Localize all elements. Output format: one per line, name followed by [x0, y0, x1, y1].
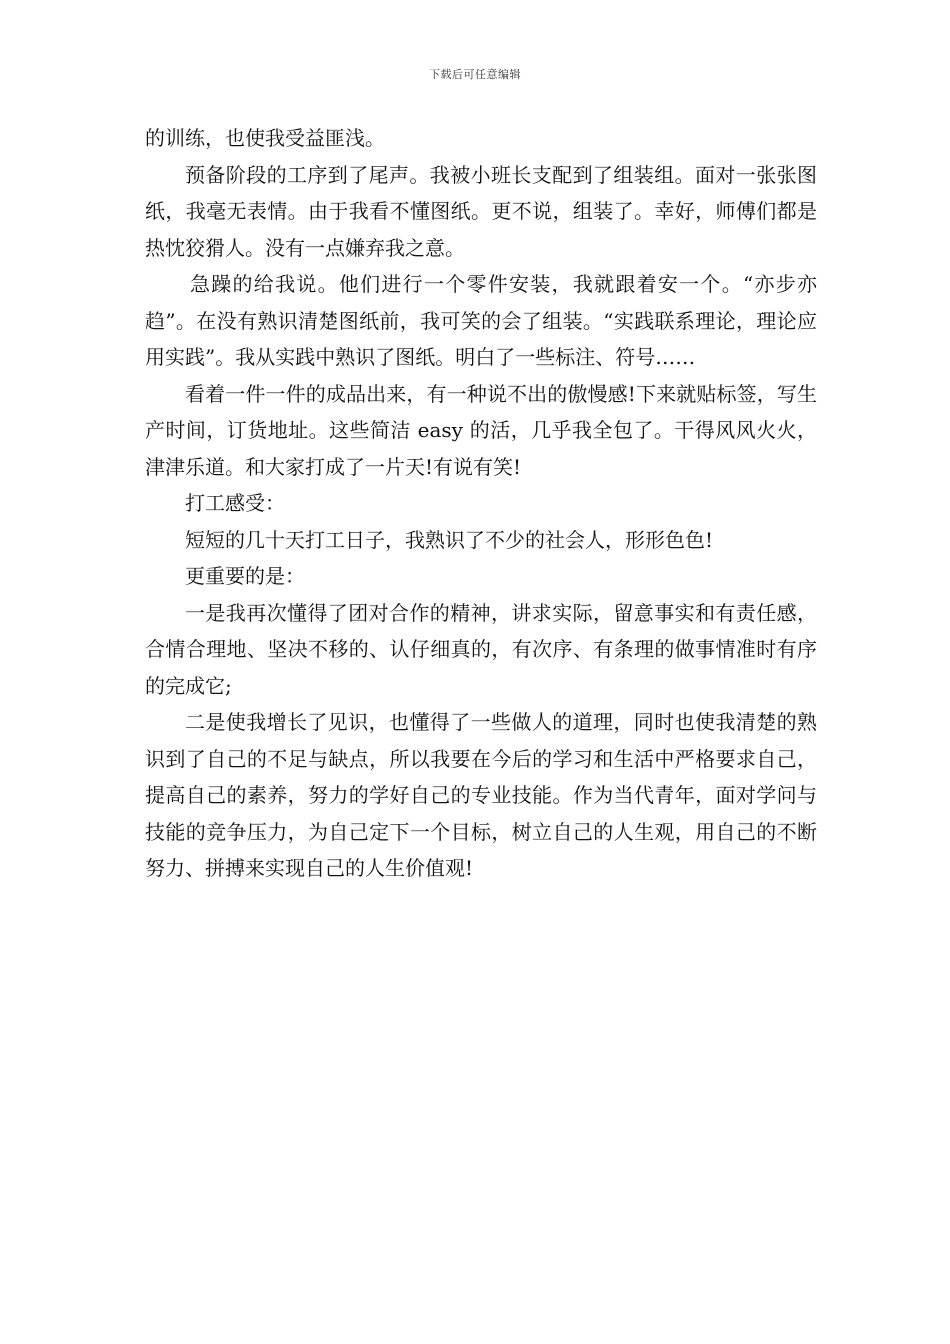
- page-header: 下载后可任意编辑: [429, 68, 521, 81]
- paragraph-3: 急躁的给我说。他们进行一个零件安装，我就跟着安一个。“亦步亦趋”。在没有熟识清楚图纸前，我可笑的会了组装。“实践联系理论，理论应用实践”。我从实践中熟识了图纸。明白了一些标注、符号……: [145, 272, 817, 369]
- document-body: [145, 120, 817, 887]
- paragraph-4: 看着一件一件的成品出来，有一种说不出的傲慢感!下来就贴标签，写生产时间，订货地址。这些简洁 easy 的活，几乎我全包了。干得风风火火，津津乐道。和大家打成了一片天!有说有笑!: [145, 381, 817, 479]
- paragraph-8: 一是我再次懂得了团对合作的精神，讲求实际，留意事实和有责任感，合情合理地、坚决不移的、认仔细真的，有次序、有条理的做事情准时有序的完成它;: [145, 600, 817, 698]
- paragraph-7: 更重要的是：: [185, 564, 305, 588]
- paragraph-5: 打工感受：: [185, 491, 285, 515]
- paragraph-9: 二是使我增长了见识，也懂得了一些做人的道理，同时也使我清楚的熟识到了自己的不足与缺点，所以我要在今后的学习和生活中严格要求自己，提高自己的素养，努力的学好自己的专业技能。作为当代青年，面对学问与技能的竞争压力，为自己定下一个目标，树立自己的人生观，用自己的不断努力、拼搏来实现自己的人生价值观!: [145, 710, 817, 880]
- paragraph-1: 的训练，也使我受益匪浅。: [145, 126, 385, 150]
- paragraph-2: 预备阶段的工序到了尾声。我被小班长支配到了组装组。面对一张张图纸，我毫无表情。由于我看不懂图纸。更不说，组装了。幸好，师傅们都是热忱狡猾人。没有一点嫌弃我之意。: [145, 162, 817, 260]
- paragraph-6: 短短的几十天打工日子，我熟识了不少的社会人，形形色色!: [185, 527, 714, 552]
